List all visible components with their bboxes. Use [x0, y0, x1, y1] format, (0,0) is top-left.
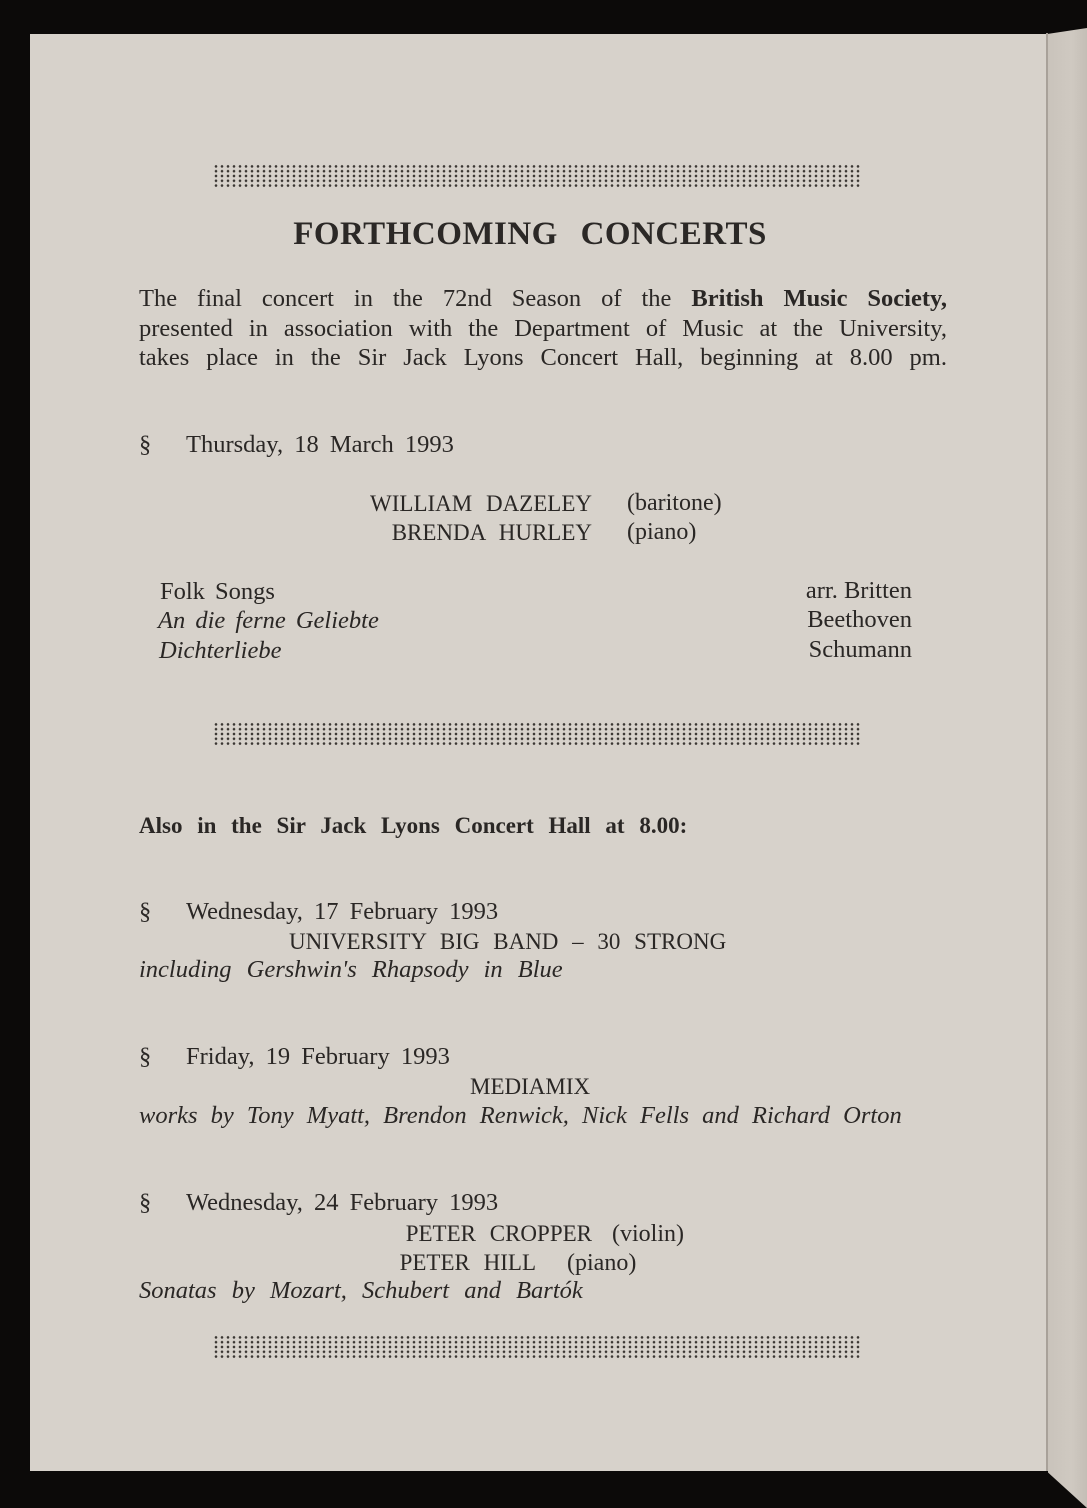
- section-mark: §: [139, 1189, 152, 1216]
- programme-composer: arr. Britten: [805, 577, 912, 604]
- programme-composer: Beethoven: [807, 606, 912, 633]
- performer-name: PETER HILL: [399, 1250, 536, 1275]
- performer-name: PETER CROPPER: [405, 1221, 592, 1246]
- concert-date: [139, 900, 498, 925]
- performer-name: BRENDA HURLEY: [391, 520, 592, 545]
- programme-composer: Schumann: [808, 636, 912, 663]
- date-text: Wednesday, 17 February 1993: [186, 898, 499, 925]
- performer-role: (violin): [612, 1221, 684, 1247]
- intro-line-2: presented in association with the Department of Music at the University,: [139, 314, 947, 342]
- section-mark: §: [139, 1043, 152, 1070]
- section-mark: §: [139, 898, 152, 925]
- concert-date: [139, 1045, 450, 1070]
- also-heading: Also in the Sir Jack Lyons Concert Hall at 8.00:: [139, 813, 688, 838]
- date-text: Thursday, 18 March 1993: [186, 431, 454, 458]
- main-concert-date: [139, 433, 454, 458]
- programme-work: An die ferne Geliebte: [158, 607, 379, 634]
- intro-paragraph: [139, 284, 947, 373]
- intro-line-1: [139, 284, 947, 314]
- dotted-divider-middle: [213, 722, 861, 746]
- intro-line-3: takes place in the Sir Jack Lyons Concert Hall, beginning at 8.00 pm.: [139, 344, 947, 371]
- date-text: Friday, 19 February 1993: [186, 1043, 450, 1070]
- page-title: FORTHCOMING CONCERTS: [293, 216, 767, 252]
- performer-name: WILLIAM DAZELEY: [370, 491, 592, 516]
- dotted-divider-bottom: [213, 1335, 861, 1359]
- concert-headline: UNIVERSITY BIG BAND – 30 STRONG: [289, 929, 727, 954]
- performer-role: (piano): [567, 1250, 637, 1276]
- concert-note: including Gershwin's Rhapsody in Blue: [139, 956, 563, 983]
- performer-role: (baritone): [627, 490, 722, 516]
- performer-role: (piano): [627, 519, 697, 545]
- concert-note: works by Tony Myatt, Brendon Renwick, Nick Fells and Richard Orton: [139, 1102, 902, 1129]
- dotted-divider-top: [213, 164, 861, 188]
- concert-note: Sonatas by Mozart, Schubert and Bartók: [139, 1277, 583, 1304]
- concert-headline: MEDIAMIX: [470, 1074, 591, 1099]
- programme-work: Dichterliebe: [159, 637, 282, 664]
- society-name: British Music Society,: [691, 285, 948, 312]
- date-text: Wednesday, 24 February 1993: [186, 1189, 499, 1216]
- section-mark: §: [139, 431, 152, 458]
- programme-work: Folk Songs: [160, 578, 275, 605]
- intro-line-1-text: The final concert in the 72nd Season of the: [139, 285, 692, 312]
- concert-date: [139, 1191, 498, 1216]
